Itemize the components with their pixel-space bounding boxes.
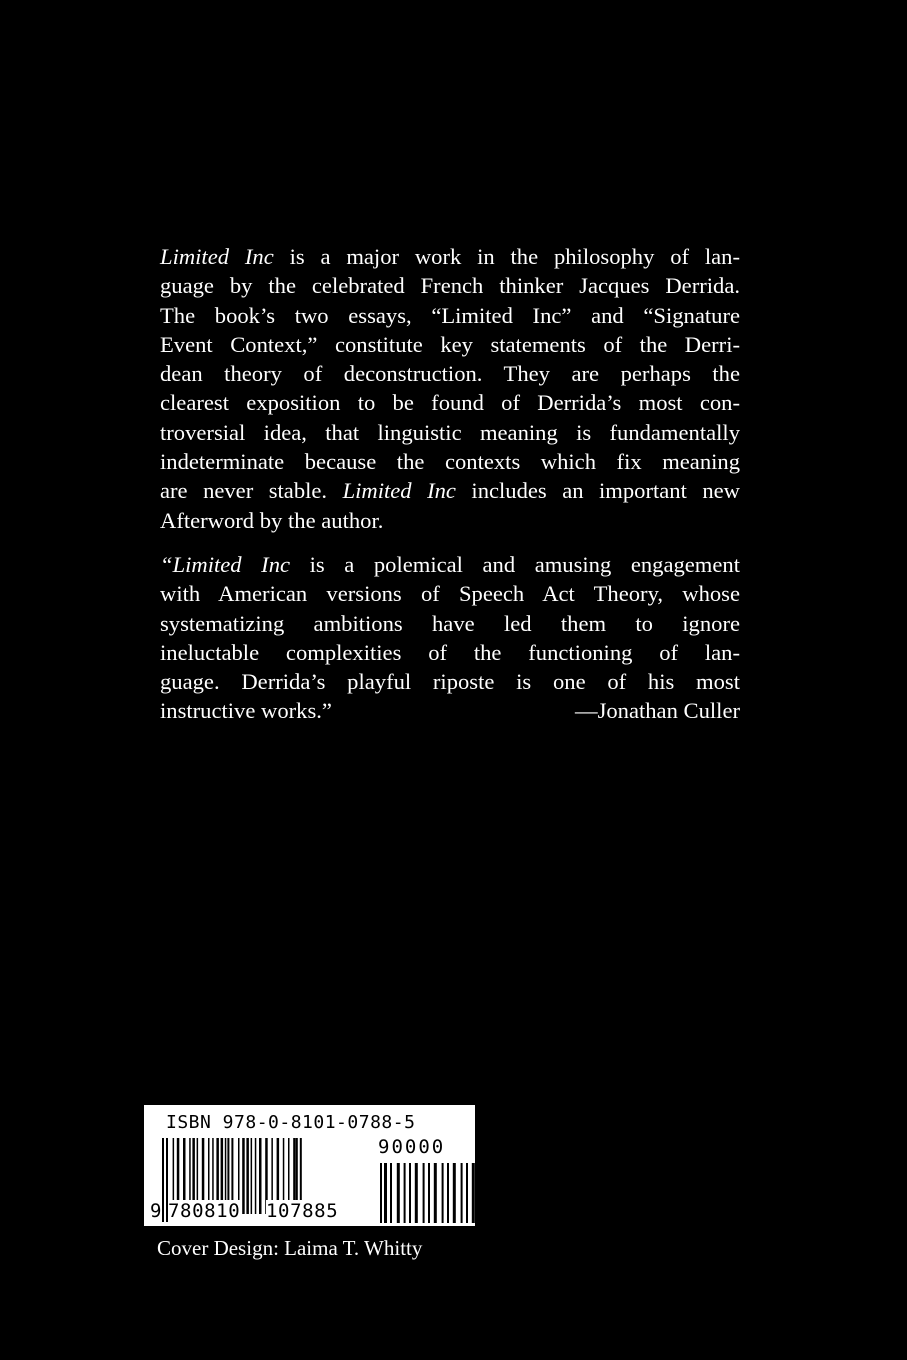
- blurb-line: with American versions of Speech Act Theory, whose: [160, 581, 740, 607]
- book-title-italic: “Limited Inc: [160, 551, 291, 577]
- cover-design-credit: Cover Design: Laima T. Whitty: [157, 1236, 423, 1260]
- blurb-line: “Limited Inc is a polemical and amusing engagement: [160, 551, 740, 577]
- barcode-bar: [466, 1163, 468, 1223]
- barcode-bar: [259, 1138, 262, 1214]
- barcode-bar: [384, 1163, 387, 1223]
- barcode-bar: [246, 1138, 249, 1214]
- barcode-bar: [453, 1163, 456, 1223]
- barcode-bar: [162, 1138, 164, 1222]
- barcode-bar: [242, 1138, 245, 1214]
- barcode-bar: [415, 1163, 418, 1223]
- blurb-line: Afterword by the author.: [160, 507, 384, 533]
- barcode-bar: [255, 1138, 256, 1214]
- barcode-bar: [251, 1138, 253, 1214]
- book-title-italic: Limited Inc: [342, 478, 456, 504]
- blurb-paragraph-2-quote: [160, 550, 740, 726]
- blurb-line: troversial idea, that linguistic meaning is fundamentally: [160, 419, 740, 445]
- barcode-bar: [423, 1163, 425, 1223]
- barcode-bar: [434, 1163, 437, 1223]
- barcode-bar: [461, 1163, 463, 1223]
- barcode-bar: [390, 1163, 392, 1223]
- isbn-barcode: [144, 1105, 475, 1226]
- blurb-line: The book’s two essays, “Limited Inc” and “Signature: [160, 302, 740, 328]
- blurb-line: indeterminate because the contexts which fix meaning: [160, 449, 740, 475]
- barcode-first-digit: 9: [150, 1200, 162, 1222]
- blurb-line: clearest exposition to be found of Derrida’s most con-: [160, 390, 740, 416]
- barcode-left-digits: 780810: [168, 1200, 241, 1222]
- blurb-line: guage. Derrida’s playful riposte is one of his most: [160, 669, 740, 695]
- barcode-bar: [472, 1163, 475, 1223]
- isbn-label: ISBN 978-0-8101-0788-5: [166, 1112, 416, 1133]
- blurb-paragraph-1: [160, 242, 740, 535]
- barcode-bar: [404, 1163, 406, 1223]
- blurb-line: are never stable. Limited Inc includes an important new: [160, 478, 740, 504]
- barcode-bar: [397, 1163, 400, 1223]
- blurb-line: dean theory of deconstruction. They are perhaps the: [160, 361, 740, 387]
- blurb-line: guage by the celebrated French thinker Jacques Derrida.: [160, 273, 740, 299]
- barcode-addon-digits: 90000: [378, 1136, 446, 1158]
- blurb-line: systematizing ambitions have led them to ignore: [160, 610, 740, 636]
- quote-attribution: —Jonathan Culler: [574, 698, 740, 724]
- book-title-italic: Limited Inc: [160, 244, 274, 269]
- description-blurb: [160, 242, 740, 726]
- barcode-bar: [442, 1163, 444, 1223]
- barcode-bar: [428, 1163, 430, 1223]
- barcode-bar: [380, 1163, 382, 1223]
- barcode-right-digits: 107885: [266, 1200, 339, 1222]
- blurb-line: ineluctable complexities of the functioning of lan-: [160, 639, 740, 665]
- barcode-bar: [447, 1163, 449, 1223]
- blurb-line: Limited Inc is a major work in the philosophy of lan-: [160, 244, 740, 269]
- barcode-bar: [409, 1163, 411, 1223]
- blurb-line: [160, 696, 740, 725]
- quote-ending: instructive works.”: [160, 698, 332, 724]
- blurb-line: Event Context,” constitute key statements of the Derri-: [160, 331, 740, 357]
